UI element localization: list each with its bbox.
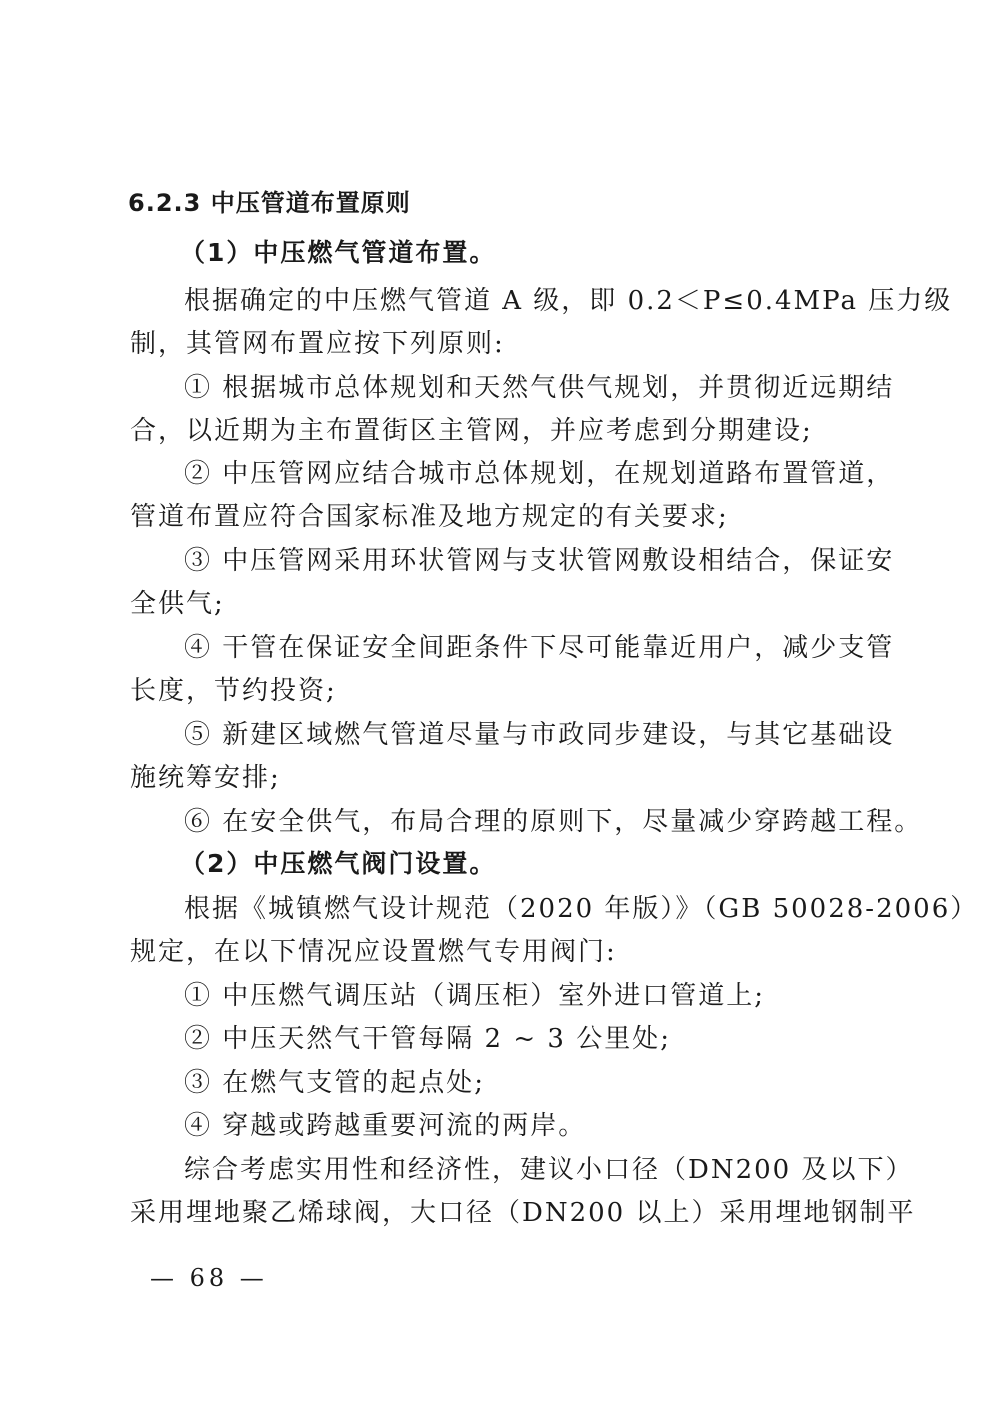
paragraph-line: 采用埋地聚乙烯球阀，大口径（DN200 以上）采用埋地钢制平 (130, 1198, 916, 1228)
list-item: ① 根据城市总体规划和天然气供气规划，并贯彻近远期结 (184, 373, 895, 403)
list-item-continuation: 管道布置应符合国家标准及地方规定的有关要求; (130, 502, 729, 532)
list-item: ⑥ 在安全供气，布局合理的原则下，尽量减少穿跨越工程。 (184, 807, 923, 837)
list-item-continuation: 长度，节约投资; (130, 676, 337, 706)
paragraph-line: 制，其管网布置应按下列原则: (130, 329, 505, 359)
list-item-continuation: 合，以近期为主布置街区主管网，并应考虑到分期建设; (130, 416, 813, 446)
list-item: ④ 穿越或跨越重要河流的两岸。 (184, 1111, 587, 1141)
subsection-heading-2: （2）中压燃气阀门设置。 (180, 849, 497, 878)
list-item: ② 中压管网应结合城市总体规划，在规划道路布置管道， (184, 459, 895, 489)
subsection-heading-1: （1）中压燃气管道布置。 (180, 238, 497, 267)
paragraph-line: 根据确定的中压燃气管道 A 级，即 0.2＜P≤0.4MPa 压力级 (184, 286, 953, 316)
list-item-continuation: 施统筹安排; (130, 763, 281, 793)
list-item: ⑤ 新建区域燃气管道尽量与市政同步建设，与其它基础设 (184, 720, 895, 750)
section-heading (128, 186, 411, 220)
list-item: ③ 在燃气支管的起点处; (184, 1068, 486, 1098)
list-item: ④ 干管在保证安全间距条件下尽可能靠近用户，减少支管 (184, 633, 895, 663)
section-number: 6.2.3 (128, 189, 202, 217)
list-item: ③ 中压管网采用环状管网与支状管网敷设相结合，保证安 (184, 546, 895, 576)
paragraph-line: 规定，在以下情况应设置燃气专用阀门: (130, 937, 617, 967)
paragraph-line: 综合考虑实用性和经济性，建议小口径（DN200 及以下） (184, 1155, 914, 1185)
section-title: 中压管道布置原则 (210, 189, 411, 217)
paragraph-line: 根据《城镇燃气设计规范（2020 年版）》（GB 50028-2006） (184, 894, 979, 924)
page-number: — 68 — (150, 1264, 268, 1292)
list-item: ② 中压天然气干管每隔 2 ~ 3 公里处; (184, 1024, 671, 1054)
list-item-continuation: 全供气; (130, 589, 225, 619)
list-item: ① 中压燃气调压站（调压柜）室外进口管道上; (184, 981, 766, 1011)
